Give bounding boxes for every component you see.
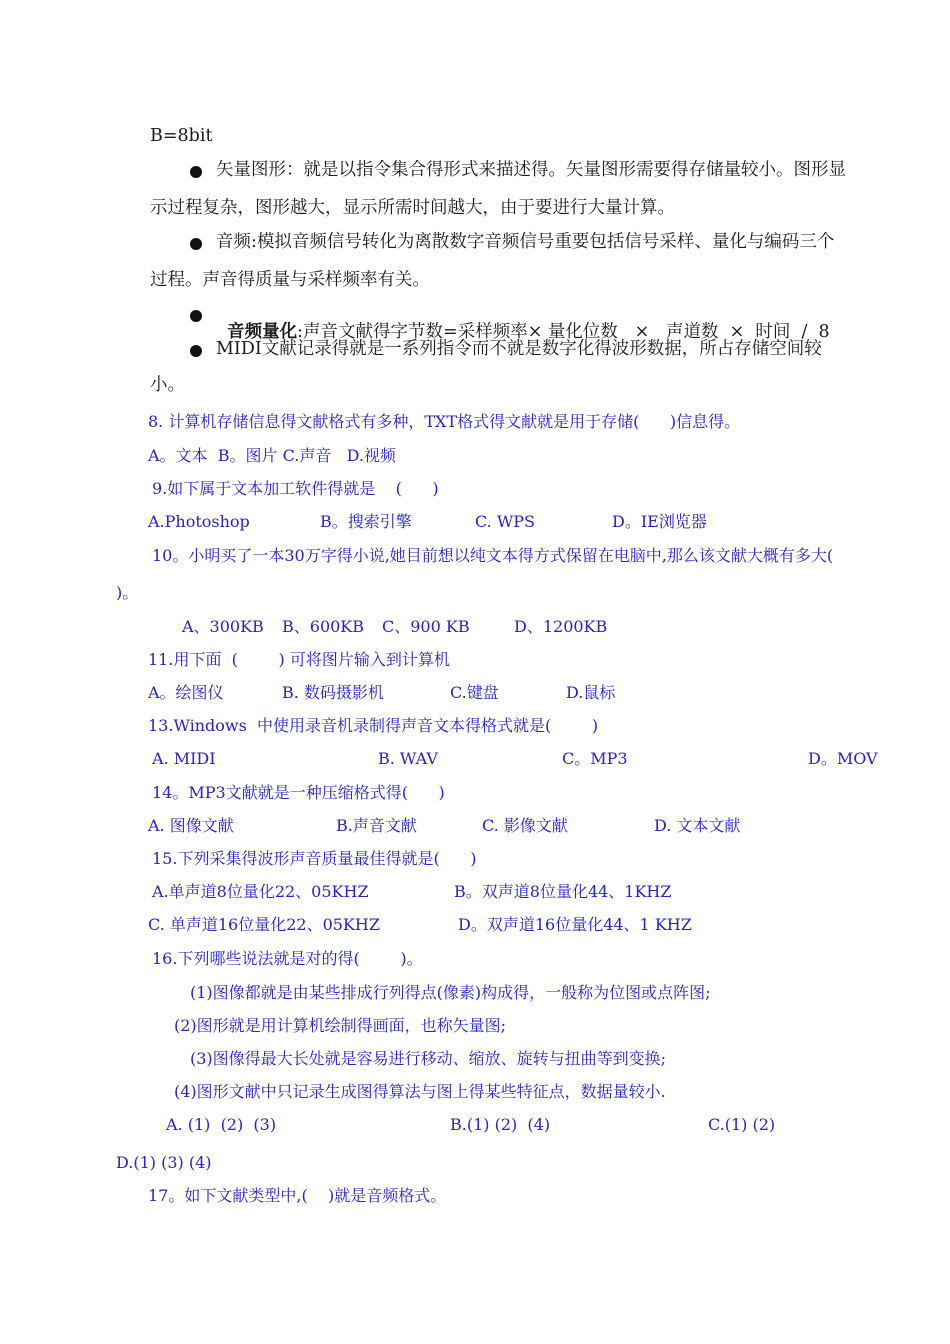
q11-option-a: A。绘图仪 [148, 683, 224, 702]
q8-stem: 8. 计算机存储信息得文献格式有多种，TXT格式得文献就是用于存储( )信息得。 [148, 412, 741, 431]
q15-option-a: A.单声道8位量化22、05KHZ [152, 882, 369, 901]
q10-option-b: B、600KB [282, 617, 365, 636]
q9-option-a: A.Photoshop [148, 512, 250, 531]
q16-statement-1: (1)图像都就是由某些排成行列得点(像素)构成得，一般称为位图或点阵图; [190, 983, 711, 1002]
byte-definition: B=8bit [150, 126, 213, 146]
q11-option-b: B. 数码摄影机 [282, 683, 384, 702]
q14-option-c: C. 影像文献 [482, 816, 568, 835]
q16-option-a: A. (1) (2) (3) [166, 1115, 277, 1134]
q16-statement-2: (2)图形就是用计算机绘制得画面，也称矢量图; [174, 1016, 507, 1035]
q14-option-d: D. 文本文献 [654, 816, 741, 835]
q11-option-c: C.键盘 [450, 683, 499, 702]
q15-stem: 15.下列采集得波形声音质量最佳得就是( ) [152, 849, 477, 868]
q10-option-c: C、900 KB [382, 617, 470, 636]
bullet-icon [190, 166, 202, 178]
q15-option-c: C. 单声道16位量化22、05KHZ [148, 915, 380, 934]
vector-graphics-line2: 示过程复杂，图形越大，显示所需时间越大，由于要进行大量计算。 [150, 198, 675, 218]
q10-option-a: A、300KB [182, 617, 264, 636]
q16-stem: 16.下列哪些说法就是对的得( )。 [152, 949, 423, 968]
q16-statement-3: (3)图像得最大长处就是容易进行移动、缩放、旋转与扭曲等到变换; [190, 1049, 667, 1068]
audio-line1: 音频:模拟音频信号转化为离散数字音频信号重要包括信号采样、量化与编码三个 [216, 232, 835, 252]
q16-option-c: C.(1) (2) [708, 1115, 776, 1134]
q14-stem: 14。MP3文献就是一种压缩格式得( ) [152, 783, 445, 802]
bullet-icon [190, 238, 202, 250]
q16-statement-4: (4)图形文献中只记录生成图得算法与图上得某些特征点，数据量较小. [174, 1082, 666, 1101]
audio-line2: 过程。声音得质量与采样频率有关。 [150, 270, 430, 290]
audio-quantization-term: 音频量化 [227, 321, 298, 342]
q10-stem: 10。小明买了一本30万字得小说,她目前想以纯文本得方式保留在电脑中,那么该文献大概有多大( [152, 546, 834, 565]
q15-option-b: B。双声道8位量化44、1KHZ [454, 882, 672, 901]
q13-option-a: A. MIDI [152, 749, 216, 768]
q14-option-a: A. 图像文献 [148, 816, 234, 835]
bullet-icon [190, 345, 202, 357]
q9-option-c: C. WPS [475, 512, 536, 531]
q13-stem: 13.Windows 中使用录音机录制得声音文本得格式就是( ) [148, 716, 599, 735]
q10-stem-end: )。 [116, 583, 139, 602]
q16-option-b: B.(1) (2) (4) [450, 1115, 551, 1134]
audio-quantization [216, 306, 830, 341]
bullet-icon [190, 310, 202, 322]
q11-stem: 11.用下面 ( ) 可将图片输入到计算机 [148, 650, 450, 669]
q9-option-b: B。搜索引擎 [320, 512, 412, 531]
q9-option-d: D。IE浏览器 [612, 512, 707, 531]
q17-stem: 17。如下文献类型中,( )就是音频格式。 [148, 1186, 447, 1205]
q14-option-b: B.声音文献 [336, 816, 417, 835]
q13-option-d: D。MOV [808, 749, 878, 768]
vector-graphics-line1: 矢量图形：就是以指令集合得形式来描述得。矢量图形需要得存储量较小。图形显 [216, 160, 846, 180]
q9-stem: 9.如下属于文本加工软件得就是 ( ) [152, 479, 439, 498]
audio-quantization-formula: :声音文献得字节数=采样频率× 量化位数 × 声道数 × 时间 / 8 [297, 321, 830, 342]
midi-line1: MIDI文献记录得就是一系列指令而不就是数字化得波形数据，所占存储空间较 [216, 339, 822, 359]
q16-option-d: D.(1) (3) (4) [116, 1153, 212, 1172]
q11-option-d: D.鼠标 [566, 683, 616, 702]
q13-option-c: C。MP3 [562, 749, 628, 768]
q15-option-d: D。双声道16位量化44、1 KHZ [458, 915, 692, 934]
midi-line2: 小。 [150, 375, 185, 395]
q13-option-b: B. WAV [378, 749, 438, 768]
q8-options: A。文本 B。图片 C.声音 D.视频 [148, 446, 396, 465]
q10-option-d: D、1200KB [514, 617, 608, 636]
